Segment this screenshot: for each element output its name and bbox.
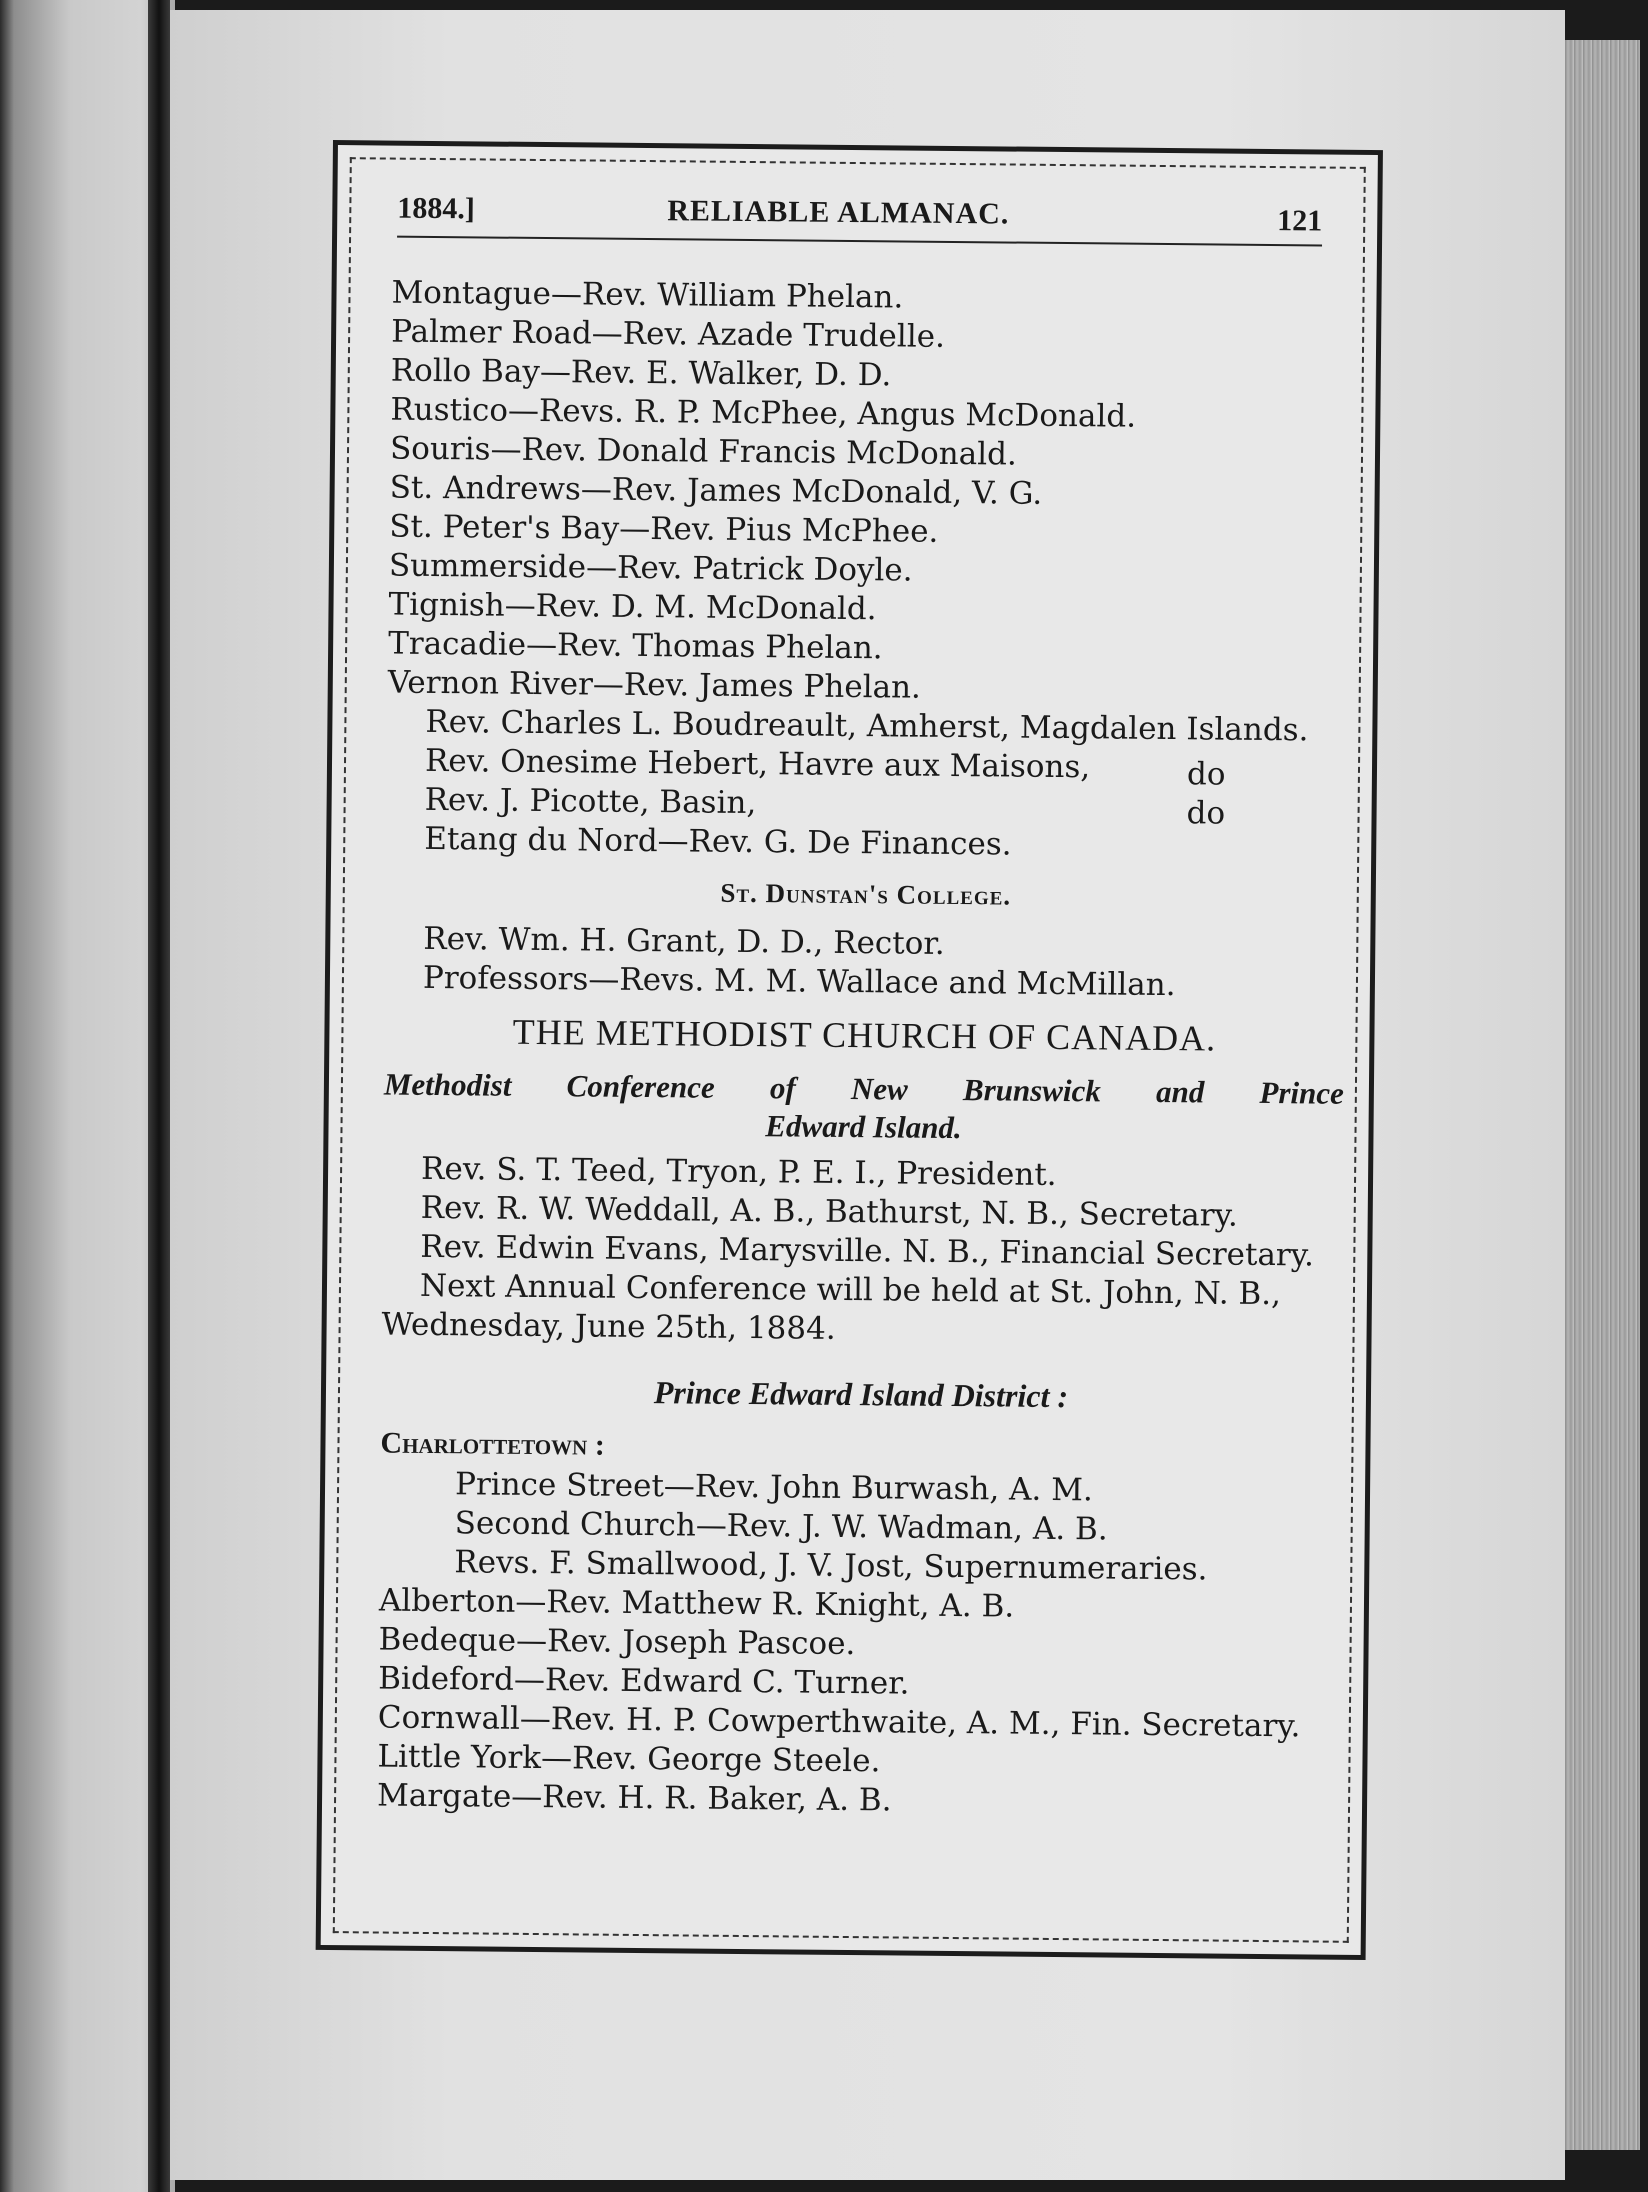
page-number: 121 — [1277, 204, 1323, 238]
parish-line: Tracadie—Rev. Thomas Phelan. — [387, 625, 883, 667]
magdalen-line-text: Rev. Onesime Hebert, Havre aux Maisons, — [424, 742, 1091, 786]
circuit-line: Margate—Rev. H. R. Baker, A. B. — [376, 1777, 892, 1819]
college-line: Rev. Wm. H. Grant, D. D., Rector. — [423, 920, 945, 962]
circuit-line: Bideford—Rev. Edward C. Turner. — [378, 1660, 910, 1702]
parish-line: Palmer Road—Rev. Azade Trudelle. — [390, 313, 946, 355]
running-head-year: 1884.] — [397, 191, 476, 226]
parish-line: Summerside—Rev. Patrick Doyle. — [388, 547, 913, 589]
college-line: Professors—Revs. M. M. Wallace and McMillan. — [422, 959, 1176, 1004]
running-head-title: RELIABLE ALMANAC. — [667, 194, 1010, 231]
magdalen-line-text: Rev. Charles L. Boudreault, Amherst, Magdalen Islands. — [425, 703, 1309, 749]
charlottetown-line: Prince Street—Rev. John Burwash, A. M. — [454, 1466, 1093, 1509]
circuit-line: Bedeque—Rev. Joseph Pascoe. — [378, 1621, 856, 1663]
conference-heading — [383, 1066, 1344, 1151]
charlottetown-line: Second Church—Rev. J. W. Wadman, A. B. — [454, 1505, 1108, 1548]
page-border-frame — [316, 140, 1383, 1960]
parish-line: Rustico—Revs. R. P. McPhee, Angus McDonald. — [390, 391, 1137, 435]
ditto-mark: do — [1186, 795, 1226, 832]
circuit-line: Alberton—Rev. Matthew R. Knight, A. B. — [378, 1582, 1015, 1625]
conference-heading-line2: Edward Island. — [765, 1108, 962, 1146]
ditto-mark: do — [1186, 756, 1226, 793]
methodist-heading: THE METHODIST CHURCH OF CANADA. — [512, 1011, 1217, 1059]
parish-line: Rollo Bay—Rev. E. Walker, D. D. — [390, 352, 892, 394]
page-content — [377, 274, 1352, 1825]
parish-line: St. Peter's Bay—Rev. Pius McPhee. — [389, 508, 939, 550]
district-heading: Prince Edward Island District : — [653, 1374, 1069, 1415]
charlottetown-line: Revs. F. Smallwood, J. V. Jost, Supernumeraries. — [454, 1544, 1208, 1588]
officer-line: Rev. R. W. Weddall, A. B., Bathurst, N. B., Secretary. — [420, 1189, 1239, 1234]
magdalen-line-text: Rev. J. Picotte, Basin, — [424, 781, 757, 822]
parish-line: Souris—Rev. Donald Francis McDonald. — [389, 430, 1017, 473]
st-dunstans-heading: St. Dunstan's College. — [720, 877, 1012, 911]
charlottetown-label: Charlottetown : — [380, 1426, 605, 1462]
circuit-line: Cornwall—Rev. H. P. Cowperthwaite, A. M., Fin. Secretary. — [377, 1699, 1301, 1745]
magdalen-line — [386, 820, 1346, 868]
circuit-line: Little York—Rev. George Steele. — [377, 1738, 881, 1780]
next-conference-line: Next Annual Conference will be held at St. John, N. B., — [419, 1267, 1282, 1313]
officer-line: Rev. S. T. Teed, Tryon, P. E. I., President. — [420, 1150, 1057, 1193]
officer-line: Rev. Edwin Evans, Marysville. N. B., Financial Secretary. — [420, 1228, 1315, 1274]
parish-line: Tignish—Rev. D. M. McDonald. — [388, 586, 877, 628]
parish-line: Montague—Rev. William Phelan. — [391, 274, 904, 316]
page-stack-edge — [1565, 40, 1640, 2150]
next-conference-date: Wednesday, June 25th, 1884. — [381, 1306, 836, 1347]
parish-line: Vernon River—Rev. James Phelan. — [387, 664, 922, 706]
conference-heading-line1: Methodist Conference of New Brunswick and Prince — [383, 1066, 1345, 1111]
magdalen-line-text: Etang du Nord—Rev. G. De Finances. — [424, 820, 1012, 863]
running-head — [397, 186, 1322, 247]
parish-line: St. Andrews—Rev. James McDonald, V. G. — [389, 469, 1043, 512]
book-spine — [148, 0, 170, 2192]
